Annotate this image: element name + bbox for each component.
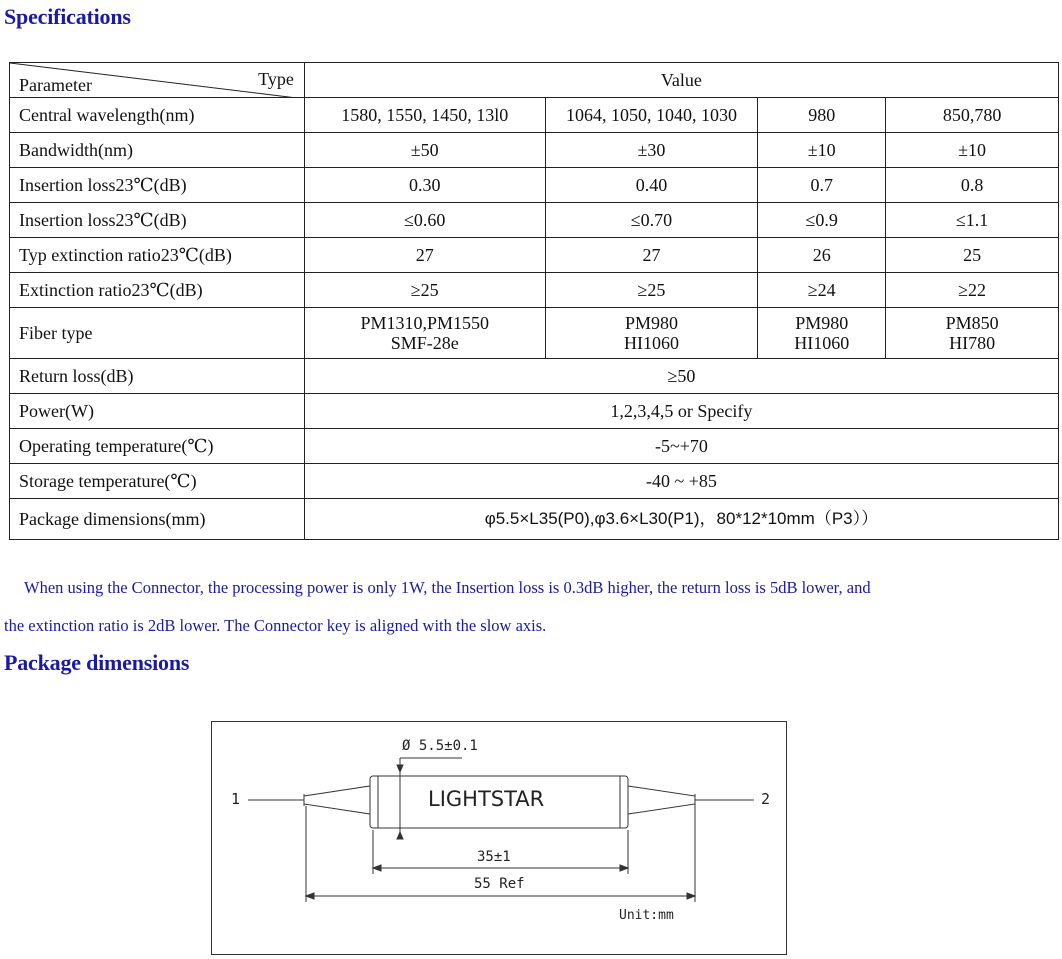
fiber-line: PM980 [795, 313, 849, 333]
specifications-table [9, 62, 1059, 540]
value-cell: 0.8 [886, 168, 1059, 203]
connector-note-line2: the extinction ratio is 2dB lower. The Connector key is aligned with the slow axis. [4, 616, 547, 635]
value-cell [545, 308, 758, 359]
fiber-line: PM980 [624, 313, 678, 333]
value-cell: ≥25 [545, 273, 758, 308]
corner-parameter-label: Parameter [19, 75, 92, 95]
table-row [10, 273, 1059, 308]
value-cell: 0.30 [304, 168, 545, 203]
value-cell: ≥22 [886, 273, 1059, 308]
value-cell: φ5.5×L35(P0),φ3.6×L30(P1)，80*12*10mm（P3）） [304, 499, 1058, 540]
param-label: Central wavelength(nm) [10, 98, 305, 133]
param-label: Operating temperature(℃) [10, 429, 305, 464]
table-row [10, 168, 1059, 203]
param-label: Insertion loss23℃(dB) [10, 168, 305, 203]
value-cell: ≤1.1 [886, 203, 1059, 238]
package-drawing [211, 721, 787, 955]
length-55-ref-label: 55 Ref [474, 876, 525, 892]
value-cell: 0.7 [758, 168, 886, 203]
table-row [10, 308, 1059, 359]
unit-label: Unit:mm [619, 908, 674, 923]
param-label: Typ extinction ratio23℃(dB) [10, 238, 305, 273]
specifications-heading: Specifications [4, 4, 131, 29]
value-cell: ±10 [758, 133, 886, 168]
header-corner-cell [10, 63, 305, 98]
port-2-label: 2 [761, 790, 771, 808]
table-row [10, 429, 1059, 464]
value-cell: 850,780 [886, 98, 1059, 133]
value-cell: ≤0.60 [304, 203, 545, 238]
table-row [10, 464, 1059, 499]
package-dimensions-heading: Package dimensions [4, 650, 190, 675]
value-cell: 27 [304, 238, 545, 273]
fiber-line: HI780 [949, 333, 996, 353]
value-cell: ±30 [545, 133, 758, 168]
fiber-line: SMF-28e [390, 333, 459, 353]
value-cell: 26 [758, 238, 886, 273]
value-cell: ≥24 [758, 273, 886, 308]
param-label: Package dimensions(mm) [10, 499, 305, 540]
value-cell: -5~+70 [304, 429, 1058, 464]
connector-note-line1: When using the Connector, the processing power is only 1W, the Insertion loss is 0.3dB higher, the return loss is 5dB lower, and [24, 578, 871, 597]
table-row [10, 499, 1059, 540]
param-label: Insertion loss23℃(dB) [10, 203, 305, 238]
package-drawing-lines [212, 722, 786, 954]
value-cell: 0.40 [545, 168, 758, 203]
value-cell: 1064, 1050, 1040, 1030 [545, 98, 758, 133]
param-label: Storage temperature(℃) [10, 464, 305, 499]
param-label: Power(W) [10, 394, 305, 429]
table-row [10, 394, 1059, 429]
fiber-line: PM1310,PM1550 [360, 313, 489, 333]
table-row [10, 359, 1059, 394]
value-cell: 1,2,3,4,5 or Specify [304, 394, 1058, 429]
value-cell: 1580, 1550, 1450, 13l0 [304, 98, 545, 133]
value-cell: -40 ~ +85 [304, 464, 1058, 499]
value-cell [886, 308, 1059, 359]
param-label: Extinction ratio23℃(dB) [10, 273, 305, 308]
lightstar-brand-label: LIGHTSTAR [428, 787, 545, 811]
fiber-line: HI1060 [623, 333, 679, 353]
value-cell: ±10 [886, 133, 1059, 168]
value-cell: ≥25 [304, 273, 545, 308]
fiber-line: PM850 [945, 313, 999, 333]
table-row [10, 238, 1059, 273]
param-label: Return loss(dB) [10, 359, 305, 394]
table-header-row [10, 63, 1059, 98]
length-35-label: 35±1 [477, 849, 511, 865]
fiber-line: HI1060 [794, 333, 850, 353]
corner-type-label: Type [258, 69, 294, 89]
value-cell: ≥50 [304, 359, 1058, 394]
value-cell: 25 [886, 238, 1059, 273]
value-cell: 27 [545, 238, 758, 273]
value-cell [304, 308, 545, 359]
value-cell [758, 308, 886, 359]
value-cell: 980 [758, 98, 886, 133]
value-cell: ≤0.9 [758, 203, 886, 238]
value-cell: ≤0.70 [545, 203, 758, 238]
param-label: Bandwidth(nm) [10, 133, 305, 168]
table-row [10, 133, 1059, 168]
table-row [10, 98, 1059, 133]
port-1-label: 1 [231, 790, 241, 808]
value-header: Value [304, 63, 1058, 98]
param-label: Fiber type [10, 308, 305, 359]
value-cell: ±50 [304, 133, 545, 168]
table-row [10, 203, 1059, 238]
diameter-label: Ø 5.5±0.1 [402, 738, 478, 754]
